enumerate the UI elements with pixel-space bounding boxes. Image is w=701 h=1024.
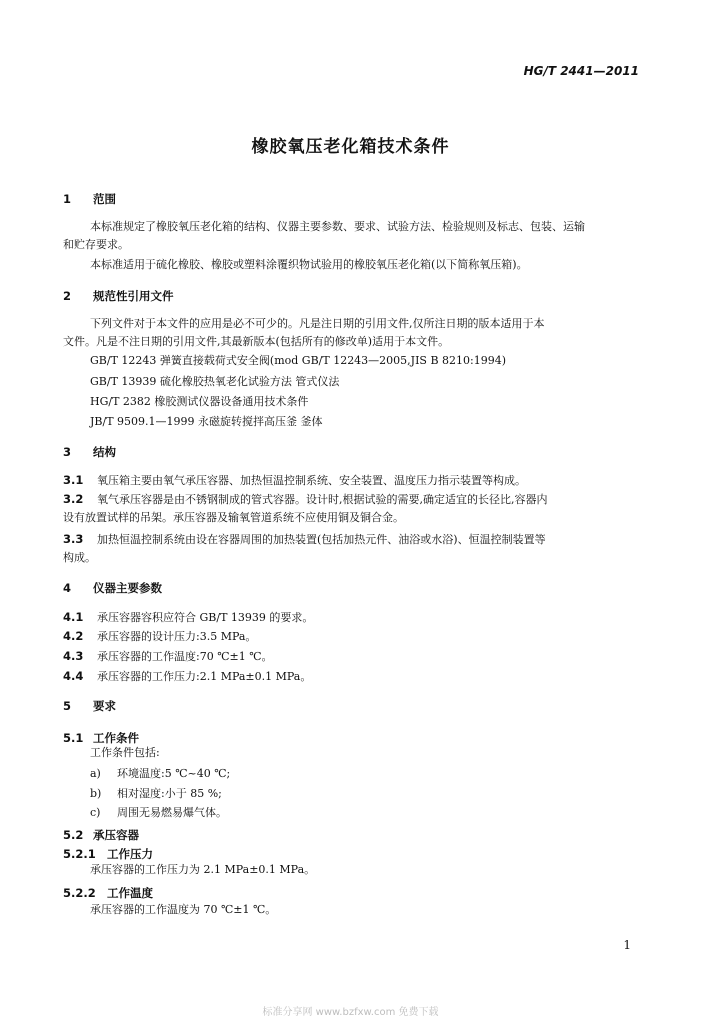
standard-number: HG/T 2441—2011: [523, 64, 639, 78]
section-2-para-1: 下列文件对于本文件的应用是必不可少的。凡是注日期的引用文件,仅所注日期的版本适用于本: [90, 317, 545, 330]
clause-4-3: 4.3 承压容器的工作温度:70 ℃±1 ℃。: [63, 649, 273, 663]
reference-item: GB/T 13939 硫化橡胶热氧老化试验方法 管式仪法: [90, 375, 340, 388]
section-1-para-1: 本标准规定了橡胶氧压老化箱的结构、仪器主要参数、要求、试验方法、检验规则及标志、包装、运输: [90, 220, 585, 233]
reference-item: JB/T 9509.1—1999 永磁旋转搅拌高压釜 釜体: [90, 415, 323, 428]
clause-3-3: 3.3 加热恒温控制系统由设在容器周围的加热装置(包括加热元件、油浴或水浴)、恒温控制装置等: [63, 532, 546, 546]
clause-3-3-cont: 构成。: [63, 551, 96, 564]
page-number: 1: [623, 938, 631, 952]
clause-3-2-cont: 设有放置试样的吊架。承压容器及输氧管道系统不应使用铜及铜合金。: [63, 511, 404, 524]
clause-4-4: 4.4 承压容器的工作压力:2.1 MPa±0.1 MPa。: [63, 669, 312, 683]
clause-5-1-intro: 工作条件包括:: [90, 746, 160, 759]
page-title: 橡胶氧压老化箱技术条件: [251, 137, 450, 157]
clause-5-1-heading: 5.1 工作条件: [63, 731, 139, 745]
clause-5-2-1-heading: 5.2.1 工作压力: [63, 847, 153, 861]
section-3-heading: 3 结构: [63, 445, 116, 459]
reference-item: HG/T 2382 橡胶测试仪器设备通用技术条件: [90, 395, 309, 408]
clause-5-2-1-text: 承压容器的工作压力为 2.1 MPa±0.1 MPa。: [90, 863, 316, 876]
clause-5-2-2-text: 承压容器的工作温度为 70 ℃±1 ℃。: [90, 903, 277, 916]
list-item: a) 环境温度:5 ℃~40 ℃;: [90, 767, 231, 780]
clause-3-1: 3.1 氧压箱主要由氧气承压容器、加热恒温控制系统、安全装置、温度压力指示装置等构成。: [63, 473, 526, 487]
section-1-para-2: 本标准适用于硫化橡胶、橡胶或塑料涂覆织物试验用的橡胶氧压老化箱(以下简称氧压箱)。: [90, 258, 528, 271]
clause-5-2-2-heading: 5.2.2 工作温度: [63, 886, 153, 900]
section-1-para-1-cont: 和贮存要求。: [63, 238, 129, 251]
reference-item: GB/T 12243 弹簧直接载荷式安全阀(mod GB/T 12243—2005,JIS B 8210:1994): [90, 354, 507, 367]
clause-5-2-heading: 5.2 承压容器: [63, 828, 139, 842]
section-4-heading: 4 仪器主要参数: [63, 581, 162, 595]
section-2-para-1-cont: 文件。凡是不注日期的引用文件,其最新版本(包括所有的修改单)适用于本文件。: [63, 335, 450, 348]
section-1-heading: 1 范围: [63, 192, 116, 206]
footer-watermark: 标准分享网 www.bzfxw.com 免费下载: [262, 1007, 439, 1018]
clause-4-1: 4.1 承压容器容积应符合 GB/T 13939 的要求。: [63, 610, 314, 624]
section-2-heading: 2 规范性引用文件: [63, 289, 174, 303]
list-item: b) 相对湿度:小于 85 %;: [90, 787, 222, 800]
clause-3-2: 3.2 氧气承压容器是由不锈钢制成的管式容器。设计时,根据试验的需要,确定适宜的长径比,容器内: [63, 492, 548, 506]
section-5-heading: 5 要求: [63, 699, 116, 713]
clause-4-2: 4.2 承压容器的设计压力:3.5 MPa。: [63, 629, 257, 643]
list-item: c) 周围无易燃易爆气体。: [90, 806, 227, 819]
